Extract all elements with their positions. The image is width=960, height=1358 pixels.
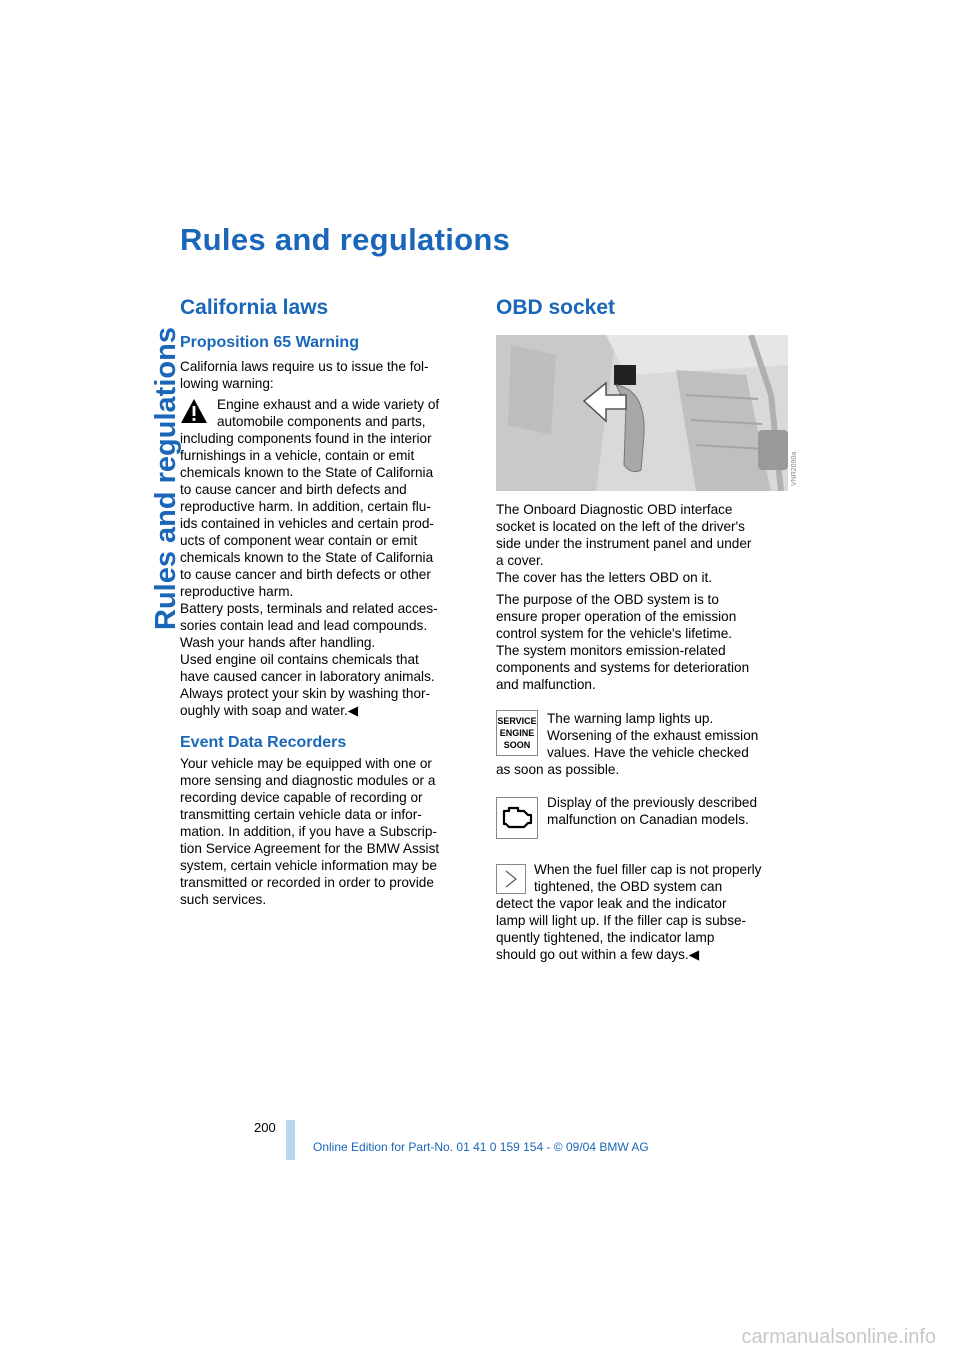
text-line: Engine exhaust and a wide variety of [217, 397, 440, 412]
watermark: carmanualsonline.info [741, 1326, 936, 1348]
text-line: California laws require us to issue the fol- [180, 359, 429, 374]
text-line: detect the vapor leak and the indicator [496, 896, 727, 911]
page-title: Rules and regulations [180, 222, 511, 257]
text-line: side under the instrument panel and under [496, 536, 752, 551]
prop65-heading: Proposition 65 Warning [180, 334, 359, 351]
obd-heading: OBD socket [496, 296, 616, 319]
text-line: more sensing and diagnostic modules or a [180, 773, 436, 788]
text-line: have caused cancer in laboratory animals. [180, 669, 435, 684]
footer-edition: Online Edition for Part-No. 01 41 0 159 154 - © 09/04 BMW AG [313, 1140, 649, 1154]
california-heading: California laws [180, 296, 329, 319]
text-line: quently tightened, the indicator lamp [496, 930, 715, 945]
text-line: ensure proper operation of the emission [496, 609, 737, 624]
text-line: lowing warning: [180, 376, 274, 391]
text-line: to cause cancer and birth defects or other [180, 567, 431, 582]
edr-text [180, 755, 439, 908]
text-line: Battery posts, terminals and related acces- [180, 601, 438, 616]
obd-para2 [496, 591, 749, 693]
text-line: mation. In addition, if you have a Subscrip- [180, 824, 437, 839]
text-line: The Onboard Diagnostic OBD interface [496, 502, 733, 517]
text-line: chemicals known to the State of California [180, 465, 434, 480]
text-line: tion Service Agreement for the BMW Assist [180, 841, 440, 856]
service-icon-text: SOON [503, 740, 531, 750]
text-line: Always protect your skin by washing thor- [180, 686, 431, 701]
text-line: components and systems for deterioration [496, 660, 750, 675]
service-icon-text: SERVICE [497, 716, 537, 726]
text-line: to cause cancer and birth defects and [180, 482, 407, 497]
text-line: chemicals known to the State of California [180, 550, 434, 565]
text-line: furnishings in a vehicle, contain or emit [180, 448, 415, 463]
text-line: Your vehicle may be equipped with one or [180, 756, 432, 771]
text-line: ucts of component wear contain or emit [180, 533, 418, 548]
text-line: and malfunction. [496, 677, 596, 692]
text-line: The system monitors emission-related [496, 643, 726, 658]
obd-para1 [496, 501, 751, 586]
text-line: including components found in the interior [180, 431, 432, 446]
side-tab-label: Rules and regulations [150, 327, 182, 630]
engine-text [496, 794, 757, 828]
text-line: automobile components and parts, [217, 414, 426, 429]
footer-bar [286, 1120, 295, 1160]
text-line: tightened, the OBD system can [534, 879, 723, 894]
note-text [496, 861, 761, 963]
text-line: lamp will light up. If the filler cap is subse- [496, 913, 747, 928]
text-line: Display of the previously described [547, 795, 758, 810]
text-line: values. Have the vehicle checked [547, 745, 749, 760]
text-line: The cover has the letters OBD on it. [496, 570, 713, 585]
text-line: Wash your hands after handling. [180, 635, 376, 650]
prop65-intro [180, 358, 429, 392]
text-line: socket is located on the left of the driver's [496, 519, 745, 534]
text-line: reproductive harm. [180, 584, 294, 599]
text-line: Used engine oil contains chemicals that [180, 652, 419, 667]
text-line: as soon as possible. [496, 762, 620, 777]
page-number: 200 [254, 1120, 276, 1135]
text-line: The purpose of the OBD system is to [496, 592, 719, 607]
edr-heading: Event Data Recorders [180, 734, 347, 751]
obd-socket-photo [496, 335, 788, 491]
warning-text [180, 396, 439, 719]
service-lamp-text [496, 710, 758, 778]
text-line: sories contain lead and lead compounds. [180, 618, 428, 633]
text-line: control system for the vehicle's lifetime. [496, 626, 733, 641]
text-line: such services. [180, 892, 267, 907]
text-line: transmitted or recorded in order to provide [180, 875, 434, 890]
text-line: should go out within a few days.◀ [496, 947, 700, 962]
text-line: recording device capable of recording or [180, 790, 423, 805]
text-line: oughly with soap and water.◀ [180, 703, 359, 718]
text-line: The warning lamp lights up. [547, 711, 714, 726]
text-line: When the fuel filler cap is not properly [534, 862, 762, 877]
service-icon-text: ENGINE [499, 728, 535, 738]
photo-code: VNR2090a [791, 451, 798, 486]
text-line: Worsening of the exhaust emission [547, 728, 759, 743]
text-line: reproductive harm. In addition, certain flu- [180, 499, 431, 514]
text-line: a cover. [496, 553, 544, 568]
text-line: system, certain vehicle information may be [180, 858, 437, 873]
text-line: transmitting certain vehicle data or infor- [180, 807, 422, 822]
text-line: malfunction on Canadian models. [547, 812, 749, 827]
text-line: ids contained in vehicles and certain prod- [180, 516, 434, 531]
side-tab [118, 230, 182, 630]
